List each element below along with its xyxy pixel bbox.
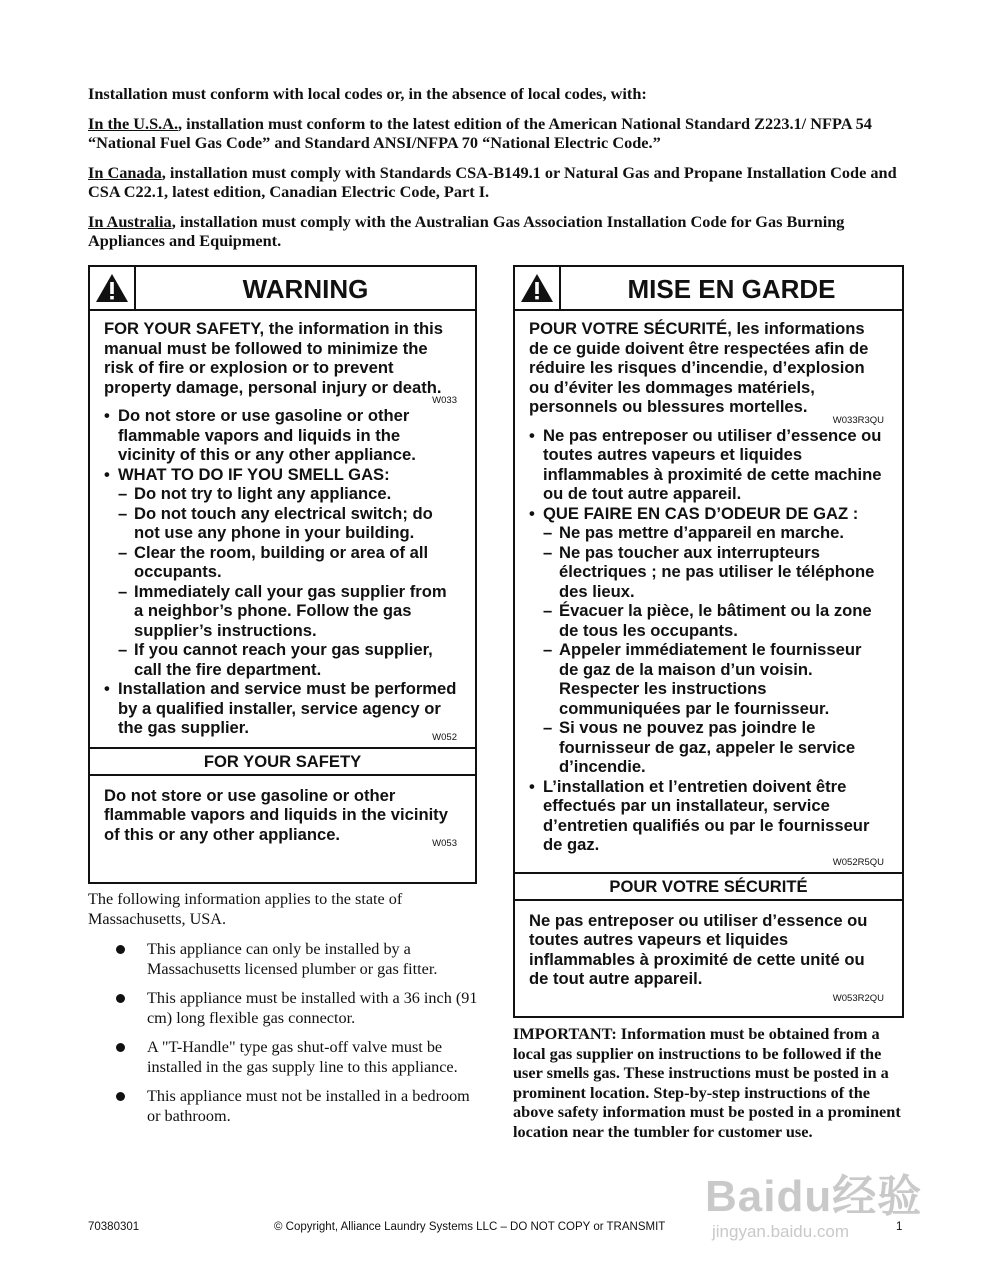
mise-dash-item: – Évacuer la pièce, le bâtiment ou la zone de tous les occupants. [529,601,884,640]
intro-section [88,84,908,261]
mass-item-text: This appliance can only be installed by a Massachusetts licensed plumber or gas fitter. [147,940,438,978]
usa-label: In the U.S.A. [88,113,179,133]
mise-title: MISE EN GARDE [627,274,836,304]
mise-para: POUR VOTRE SÉCURITÉ, les informations de ce guide doivent être respectées afin de réduire les risques d’incendie, d’explosion ou d’éviter les dommages matériels, personnels ou blessures mortelles. [529,319,869,416]
warning-dash-item: – Clear the room, building or area of all occupants. [104,543,457,582]
watermark-logo-text: Baidu经验 [705,1172,923,1221]
warning-bullet: • WHAT TO DO IF YOU SMELL GAS: [104,465,457,485]
warning-header [90,267,475,311]
bullet-dot-icon [116,1092,125,1101]
mise-dash-item: – Ne pas mettre d’appareil en marche. [529,523,884,543]
warning-para: FOR YOUR SAFETY, the information in this manual must be followed to minimize the risk of fire or explosion or to prevent property damage, personal injury or death. [104,319,443,397]
massachusetts-section [88,890,478,1126]
mass-list-item [88,940,478,979]
warning-safety-header: FOR YOUR SAFETY [90,747,475,776]
bullet-dot-icon [116,945,125,954]
warning-safety-text: Do not store or use gasoline or other flammable vapors and liquids in the vicinity of this or any other appliance. [104,785,448,844]
warning-code: W053 [432,838,457,849]
mise-dash-item: – Si vous ne pouvez pas joindre le fournisseur de gaz, appeler le service d’incendie. [529,718,884,777]
mise-code: W052R5QU [832,856,884,868]
mise-dash-item: – Appeler immédiatement le fournisseur de gaz de la maison d’un voisin. Respecter les instructions communiquées par le fournisseur. [529,640,884,718]
important-note: IMPORTANT: Information must be obtained from a local gas supplier on instructions to be followed if the user smells gas. These instructions must be posted in a prominent location. Step-by-step instructions of the above safety information must be posted in a prominent location near the tumbler for customer use. [513,1024,901,1141]
mass-item-text: A "T-Handle" type gas shut-off valve must be installed in the gas supply line to this appliance. [147,1038,458,1076]
baidu-watermark [700,1148,930,1256]
mass-item-text: This appliance must not be installed in a bedroom or bathroom. [147,1087,470,1125]
warning-code: W052 [432,731,457,743]
warning-dash-item: – Do not try to light any appliance. [104,484,457,504]
usa-text: , installation must conform to the latest edition of the American National Standard Z223.1/ NFPA 54 “National Fuel Gas Code” and Standard ANSI/NFPA 70 “National Electric Code.” [88,113,872,152]
warning-title: WARNING [242,274,369,304]
mise-safety-header: POUR VOTRE SÉCURITÉ [515,872,902,901]
intro-canada [88,163,908,202]
footer-doc-number: 70380301 [88,1221,140,1233]
warning-box [88,265,477,884]
warning-safety-body [90,776,475,850]
warning-dash-item: – If you cannot reach your gas supplier, call the fire department. [104,640,457,679]
mise-code: W053R2QU [832,992,884,1004]
footer-copyright: © Copyright, Alliance Laundry Systems LLC – DO NOT COPY or TRANSMIT [274,1221,666,1233]
footer-page-number: 1 [896,1221,903,1233]
mise-bullet: • Ne pas entreposer ou utiliser d’essence ou toutes autres vapeurs et liquides inflammables à proximité de cette machine ou de tout autre appareil. [529,426,884,504]
intro-usa [88,114,908,153]
canada-label: In Canada [88,162,162,182]
bullet-dot-icon [116,994,125,1003]
intro-line: Installation must conform with local codes or, in the absence of local codes, with: [88,84,647,103]
mise-bullet: • QUE FAIRE EN CAS D’ODEUR DE GAZ : [529,504,884,524]
mass-list-item [88,989,478,1028]
mise-body [515,311,902,868]
warning-bullet: • Do not store or use gasoline or other flammable vapors and liquids in the vicinity of this or any other appliance. [104,406,457,465]
mass-intro: The following information applies to the state of Massachusetts, USA. [88,890,403,928]
mise-bullet: • L’installation et l’entretien doivent être effectués par un installateur, service d’entretien qualifiés ou par le fournisseur de gaz. [529,777,884,855]
warning-code: W033 [432,395,457,406]
mass-list-item [88,1038,478,1077]
watermark-url: jingyan.baidu.com [712,1222,850,1241]
mise-safety-text: Ne pas entreposer ou utiliser d’essence ou toutes autres vapeurs et liquides inflammables à proximité de cette unité ou de tout autre appareil. [529,910,868,988]
mise-header [515,267,902,311]
mise-dash-item: – Ne pas toucher aux interrupteurs électriques ; ne pas utiliser le téléphone des lieux. [529,543,884,602]
mise-safety-body [515,901,902,1004]
bullet-dot-icon [116,1043,125,1052]
warning-triangle-icon [515,267,561,309]
canada-text: , installation must comply with Standards CSA-B149.1 or Natural Gas and Propane Installation Code and CSA C22.1, latest edition, Canadian Electric Code, Part I. [88,162,897,201]
warning-bullet: • Installation and service must be performed by a qualified installer, service agency or the gas supplier. [104,679,457,738]
warning-dash-item: – Do not touch any electrical switch; do not use any phone in your building. [104,504,457,543]
intro-australia [88,212,908,251]
mise-code: W033R3QU [832,414,884,426]
mass-list-item [88,1087,478,1126]
warning-body [90,311,475,743]
mise-en-garde-box [513,265,904,1018]
mass-item-text: This appliance must be installed with a 36 inch (91 cm) long flexible gas connector. [147,989,478,1027]
australia-label: In Australia [88,211,172,231]
warning-triangle-icon [90,267,136,309]
australia-text: , installation must comply with the Australian Gas Association Installation Code for Gas Burning Appliances and Equipment. [88,211,845,250]
warning-dash-item: – Immediately call your gas supplier from a neighbor’s phone. Follow the gas supplier’s instructions. [104,582,457,641]
